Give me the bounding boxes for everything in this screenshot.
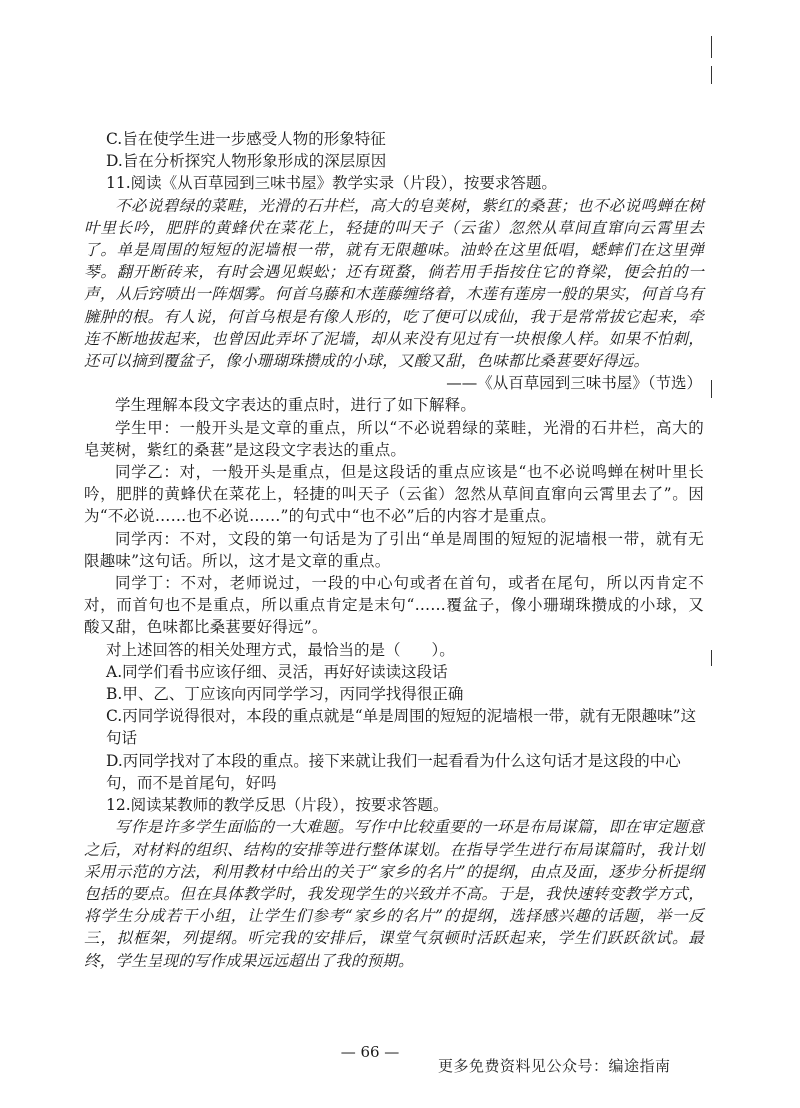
footer-note: 更多免费资料见公众号：编途指南 [438,1057,671,1075]
margin-rule [711,380,712,398]
option-c-prev: C.旨在使学生进一步感受人物的形象特征 [106,130,386,148]
option-a: A.同学们看书应该仔细、灵活，再好好读读这段话 [106,662,448,681]
margin-rule [711,66,712,84]
option-c: C.丙同学说得很对，本段的重点就是“单是周围的短短的泥墙根一带，就有无限趣味”这句话 [106,707,697,748]
margin-rule [711,36,712,58]
margin-rule [711,650,712,666]
option-d-prev: D.旨在分析探究人物形象形成的深层原因 [106,152,387,171]
question-11-title: 11.阅读《从百草园到三味书屋》教学实录（片段），按要求答题。 [106,174,557,193]
question-12-passage: 写作是许多学生面临的一大难题。写作中比较重要的一环是布局谋篇，即在审定题意之后，对材料的组织、结构的安排等进行整体谋划。在指导学生进行布局谋篇时，我计划采用示范的方法，利用教材中给出的关于“家乡的名片”的提纲，由点及面，逐步分析提纲包括的要点。但在具体教学时，我发现学生的兴致并不高。于是，我快速转变教学方式，将学生分成若干小组，让学生们参考“家乡的名片”的提纲，选择感兴趣的话题，举一反三，拟框架，列提纲。听完我的安排后，课堂气氛顿时活跃起来，学生们跃跃欲试。最终，学生呈现的写作成果远远超出了我的预期。 [84,818,704,970]
question-11-intro: 学生理解本段文字表达的重点时，进行了如下解释。 [115,396,477,415]
passage-source: ——《从百草园到三味书屋》（节选） [446,374,702,393]
student-a-answer: 学生甲：一般开头是文章的重点，所以“不必说碧绿的菜畦，光滑的石井栏，高大的皂荚树，紫红的桑葚”是这段文字表达的重点。 [84,418,704,459]
question-12-title: 12.阅读某教师的教学反思（片段），按要求答题。 [106,796,449,815]
question-11-passage: 不必说碧绿的菜畦，光滑的石井栏，高大的皂荚树，紫红的桑葚；也不必说鸣蝉在树叶里长吟，肥胖的黄蜂伏在菜花上，轻捷的叫天子（云雀）忽然从草间直窜向云霄里去了。单是周围的短短的泥墙根一带，就有无限趣味。油蛉在这里低唱，蟋蟀们在这里弹琴。翻开断砖来，有时会遇见蜈蚣；还有斑蝥，倘若用手指按住它的脊梁，便会拍的一声，从后窍喷出一阵烟雾。何首乌藤和木莲藤缠络着，木莲有莲房一般的果实，何首乌有臃肿的根。有人说，何首乌根是有像人形的，吃了便可以成仙，我于是常常拔它起来，牵连不断地拔起来，也曾因此弄坏了泥墙，却从来没有见过有一块根像人样。如果不怕刺，还可以摘到覆盆子，像小珊瑚珠攒成的小球，又酸又甜，色味都比桑葚要好得远。 [84,196,704,371]
page-content [84,128,704,972]
question-11-stem: 对上述回答的相关处理方式，最恰当的是（ ）。 [106,640,455,659]
option-d: D.丙同学找对了本段的重点。接下来就让我们一起看看为什么这句话才是这段的中心句，而不是首尾句，好吗 [106,751,681,792]
student-c-answer: 同学丙：不对，文段的第一句话是为了引出“单是周围的短短的泥墙根一带，就有无限趣味”这句话。所以，这才是文章的重点。 [84,529,704,570]
student-b-answer: 同学乙：对，一般开头是重点，但是这段话的重点应该是“也不必说鸣蝉在树叶里长吟，肥胖的黄蜂伏在菜花上，轻捷的叫天子（云雀）忽然从草间直窜向云霄里去了”。因为“不必说……也不必说……”的句式中“也不必”后的内容才是重点。 [84,463,704,526]
option-b: B.甲、乙、丁应该向丙同学学习，丙同学找得很正确 [106,685,464,704]
page-number: — 66 — [340,1043,400,1061]
student-d-answer: 同学丁：不对，老师说过，一段的中心句或者在首句，或者在尾句，所以丙肯定不对，而首句也不是重点，所以重点肯定是末句“……覆盆子，像小珊瑚珠攒成的小球，又酸又甜，色味都比桑葚要好得远”。 [84,574,704,637]
